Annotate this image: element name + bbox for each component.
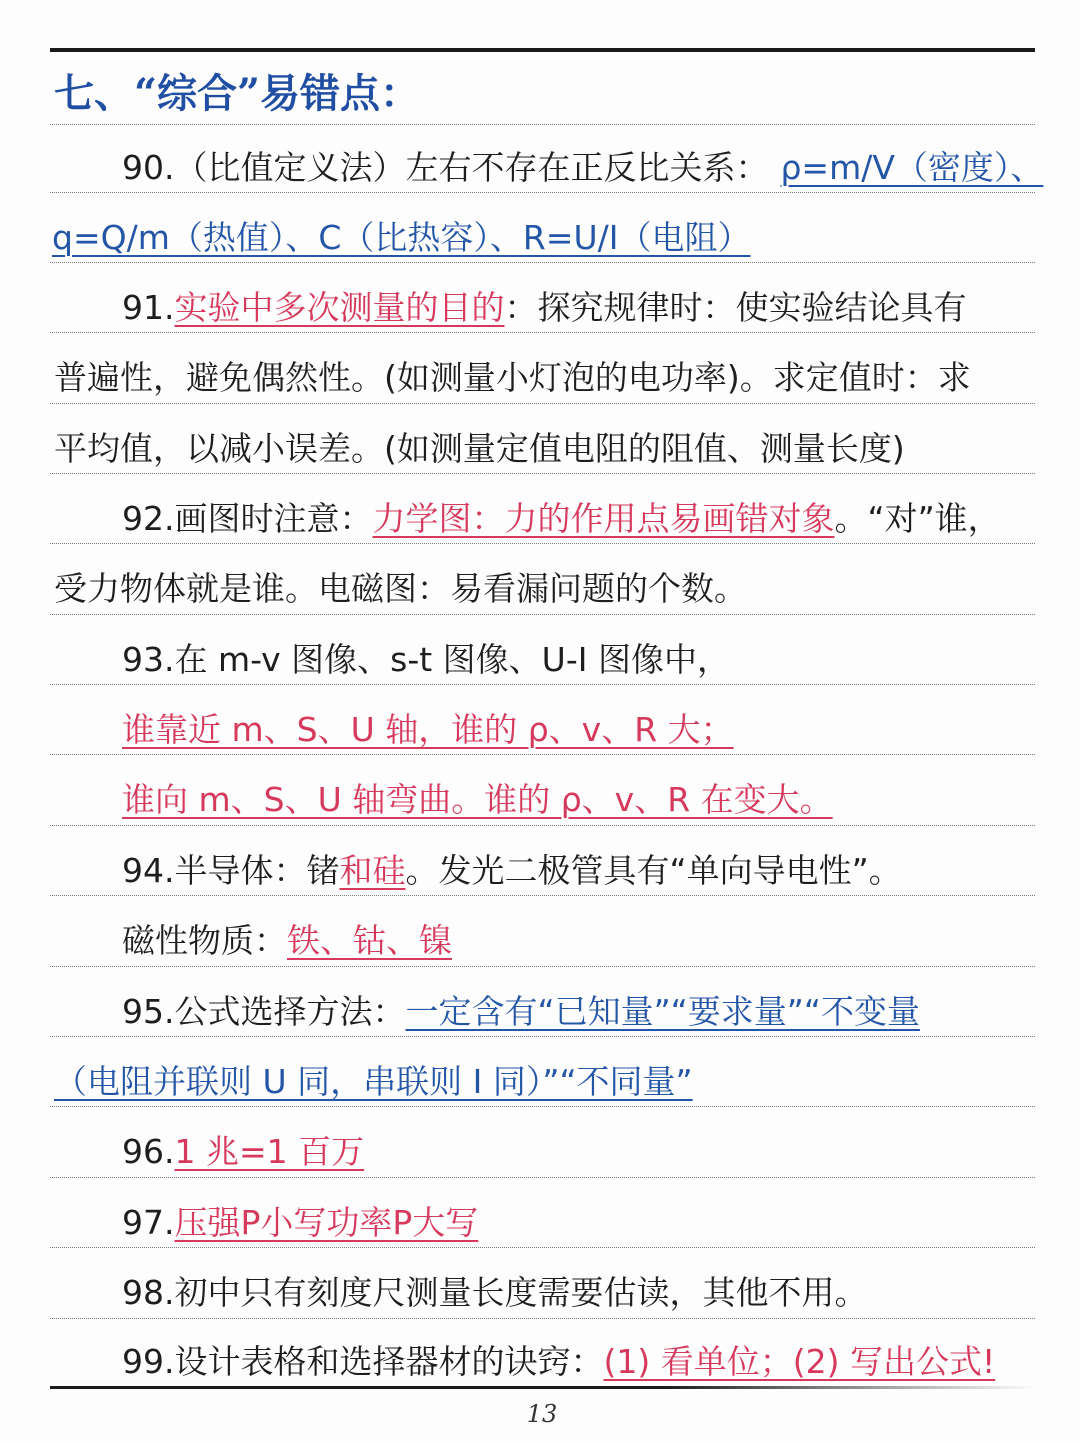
item-91-number: 91.: [122, 288, 175, 327]
item-94-line2-highlight: 铁、钴、镍: [287, 921, 452, 960]
item-97-highlight: 压强P小写功率P大写: [174, 1203, 479, 1242]
item-91-line-3: [54, 405, 905, 475]
item-91-line-2: [54, 334, 971, 404]
item-92-prefix: 92.画图时注意：: [122, 499, 373, 538]
item-93-text-2: 谁靠近 m、S、U 轴，谁的 ρ、v、R 大；: [122, 710, 734, 749]
item-96-highlight: 1 兆=1 百万: [174, 1132, 365, 1171]
item-93-text-3: 谁向 m、S、U 轴弯曲。谁的 ρ、v、R 在变大。: [122, 780, 833, 819]
item-90-continuation: q=Q/m（热值）、C（比热容）、R=U/I（电阻）: [52, 218, 751, 257]
item-99-prefix: 99.设计表格和选择器材的诀窍：: [122, 1342, 604, 1381]
item-96-number: 96.: [122, 1132, 175, 1171]
item-94-line-1: [122, 827, 902, 897]
item-96-line: [122, 1108, 364, 1178]
item-90-line-1: [122, 124, 1043, 194]
item-94-line-2: [122, 897, 452, 967]
item-91-line-1: [122, 264, 966, 334]
item-94-highlight: 和硅: [339, 851, 406, 890]
item-93-line-3: [122, 756, 833, 826]
item-95-line-1: [122, 968, 920, 1038]
bottom-rule-fade: [662, 1386, 1035, 1389]
item-94-line2-prefix: 磁性物质：: [122, 921, 287, 960]
item-97-number: 97.: [122, 1203, 175, 1242]
item-98-text: 98.初中只有刻度尺测量长度需要估读，其他不用。: [122, 1273, 868, 1312]
item-90-prefix: 90.（比值定义法）左右不存在正反比关系：: [122, 148, 769, 187]
item-92-text-2: 受力物体就是谁。电磁图：易看漏问题的个数。: [54, 569, 747, 608]
item-98-line: [122, 1249, 867, 1319]
item-93-text-1: 93.在 m-v 图像、s-t 图像、U-I 图像中，: [122, 640, 730, 679]
item-99-highlight: (1) 看单位；(2) 写出公式!: [603, 1342, 996, 1381]
item-90-line-2: [52, 194, 750, 264]
item-92-line-1: [122, 475, 1001, 545]
bottom-rule: [50, 1386, 662, 1389]
item-90-highlight: ρ=m/V（密度）、: [780, 148, 1044, 187]
item-92-rest: 。“对”谁，: [834, 499, 1001, 538]
item-91-text-3: 平均值，以减小误差。(如测量定值电阻的阻值、测量长度): [54, 429, 905, 468]
top-rule: [50, 48, 1035, 52]
item-92-highlight: 力学图：力的作用点易画错对象: [372, 499, 835, 538]
item-95-line-2: [54, 1038, 693, 1108]
item-99-line: [122, 1318, 995, 1388]
item-91-text-2: 普遍性，避免偶然性。(如测量小灯泡的电功率)。求定值时：求: [54, 358, 971, 397]
section-title-text: 七、“综合”易错点：: [54, 70, 421, 117]
section-title: [54, 56, 420, 124]
item-92-line-2: [54, 545, 747, 615]
item-95-continuation: （电阻并联则 U 同，串联则 I 同）”“不同量”: [54, 1062, 693, 1101]
item-94-prefix: 94.半导体：锗: [122, 851, 340, 890]
item-93-line-2: [122, 686, 734, 756]
item-93-line-1: [122, 616, 730, 686]
item-95-highlight: 一定含有“已知量”“要求量”“不变量: [405, 992, 920, 1031]
item-91-highlight: 实验中多次测量的目的: [174, 288, 505, 327]
item-91-rest: ：探究规律时：使实验结论具有: [504, 288, 967, 327]
item-95-prefix: 95.公式选择方法：: [122, 992, 406, 1031]
item-94-rest: 。发光二极管具有“单向导电性”。: [405, 851, 902, 890]
page-number: 13: [526, 1400, 558, 1428]
item-97-line: [122, 1179, 478, 1249]
